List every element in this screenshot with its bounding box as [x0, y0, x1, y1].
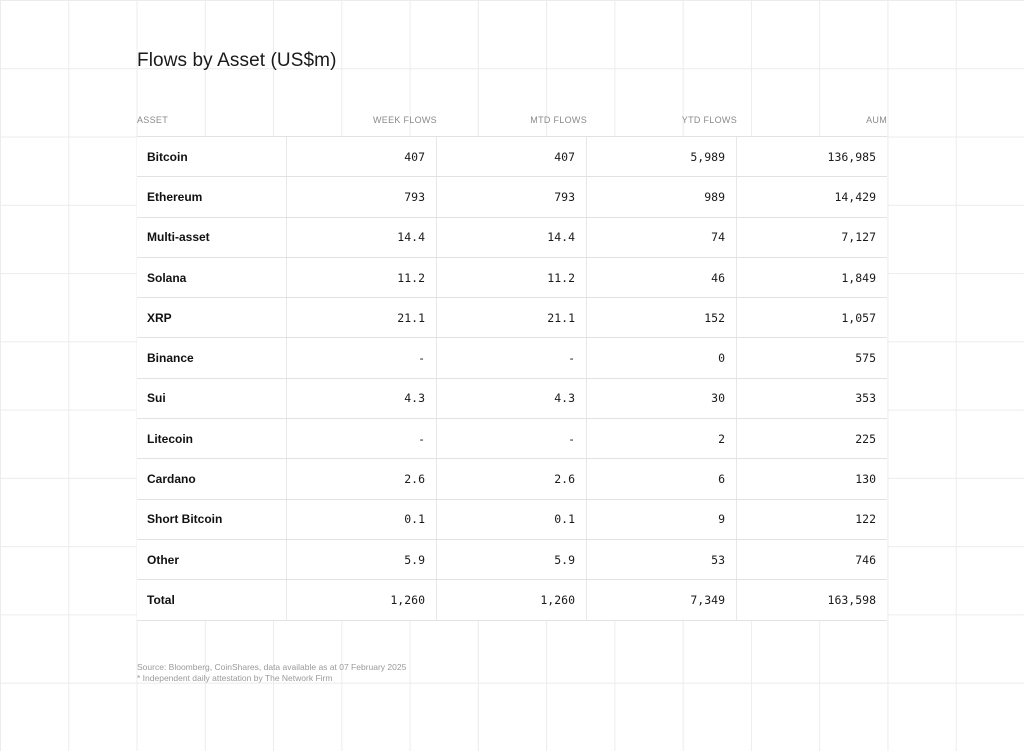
aum-cell: 1,057: [841, 310, 876, 325]
asset-cell: Binance: [137, 338, 287, 377]
aum-cell: 225: [855, 431, 876, 446]
asset-cell: XRP: [137, 298, 287, 337]
mtd-flows-cell: 14.4: [437, 218, 587, 257]
mtd-flows-cell: 4.3: [437, 379, 587, 418]
asset-cell: Short Bitcoin: [137, 500, 287, 539]
asset-cell: Ethereum: [137, 177, 287, 216]
header-week-flows: WEEK FLOWS: [372, 114, 437, 125]
table-row: [137, 177, 887, 217]
table-row: [137, 500, 887, 540]
mtd-flows-cell: 1,260: [437, 580, 587, 619]
asset-cell: Cardano: [137, 459, 287, 498]
week-flows-cell: -: [287, 419, 437, 458]
ytd-flows-cell: 9: [587, 500, 737, 539]
ytd-flows-cell: 6: [587, 459, 737, 498]
table-row: [137, 540, 887, 580]
table-row-total: [137, 580, 887, 620]
asset-cell: Sui: [137, 379, 287, 418]
aum-cell: 136,985: [827, 149, 876, 164]
table-row: [137, 419, 887, 459]
mtd-flows-cell: 0.1: [437, 500, 587, 539]
table-row: [137, 298, 887, 338]
asset-cell: Bitcoin: [137, 137, 287, 176]
mtd-flows-cell: -: [437, 338, 587, 377]
flows-table: [137, 103, 887, 621]
asset-cell: Total: [137, 580, 287, 619]
footnotes: [137, 662, 406, 684]
ytd-flows-cell: 53: [587, 540, 737, 579]
mtd-flows-cell: 2.6: [437, 459, 587, 498]
ytd-flows-cell: 152: [587, 298, 737, 337]
mtd-flows-cell: 11.2: [437, 258, 587, 297]
page-title: Flows by Asset (US$m): [137, 50, 337, 71]
table-row: [137, 379, 887, 419]
table-row: [137, 137, 887, 177]
aum-cell: 353: [855, 391, 876, 406]
table-row: [137, 258, 887, 298]
week-flows-cell: 11.2: [287, 258, 437, 297]
week-flows-cell: -: [287, 338, 437, 377]
aum-cell: 746: [855, 552, 876, 567]
ytd-flows-cell: 30: [587, 379, 737, 418]
ytd-flows-cell: 989: [587, 177, 737, 216]
aum-cell: 163,598: [827, 592, 876, 607]
aum-cell: 130: [855, 472, 876, 487]
header-mtd-flows: MTD FLOWS: [530, 114, 587, 125]
week-flows-cell: 4.3: [287, 379, 437, 418]
asset-cell: Other: [137, 540, 287, 579]
table-body: [137, 136, 887, 621]
week-flows-cell: 407: [287, 137, 437, 176]
week-flows-cell: 793: [287, 177, 437, 216]
header-ytd-flows: YTD FLOWS: [681, 114, 737, 125]
mtd-flows-cell: 793: [437, 177, 587, 216]
table-row: [137, 459, 887, 499]
week-flows-cell: 1,260: [287, 580, 437, 619]
header-asset: ASSET: [137, 114, 169, 125]
aum-cell: 7,127: [841, 230, 876, 245]
table-header: [137, 103, 887, 136]
asset-cell: Litecoin: [137, 419, 287, 458]
source-note: Source: Bloomberg, CoinShares, data available as at 07 February 2025: [137, 662, 407, 672]
week-flows-cell: 0.1: [287, 500, 437, 539]
aum-cell: 122: [855, 512, 876, 527]
week-flows-cell: 14.4: [287, 218, 437, 257]
mtd-flows-cell: 407: [437, 137, 587, 176]
aum-cell: 1,849: [841, 270, 876, 285]
week-flows-cell: 2.6: [287, 459, 437, 498]
table-row: [137, 338, 887, 378]
mtd-flows-cell: -: [437, 419, 587, 458]
mtd-flows-cell: 5.9: [437, 540, 587, 579]
ytd-flows-cell: 46: [587, 258, 737, 297]
ytd-flows-cell: 74: [587, 218, 737, 257]
header-aum: AUM: [866, 114, 887, 125]
ytd-flows-cell: 5,989: [587, 137, 737, 176]
attestation-note: * Independent daily attestation by The Network Firm: [137, 673, 333, 683]
week-flows-cell: 21.1: [287, 298, 437, 337]
mtd-flows-cell: 21.1: [437, 298, 587, 337]
aum-cell: 14,429: [834, 189, 876, 204]
asset-cell: Solana: [137, 258, 287, 297]
asset-cell: Multi-asset: [137, 218, 287, 257]
aum-cell: 575: [855, 351, 876, 366]
table-row: [137, 218, 887, 258]
ytd-flows-cell: 7,349: [587, 580, 737, 619]
ytd-flows-cell: 2: [587, 419, 737, 458]
ytd-flows-cell: 0: [587, 338, 737, 377]
week-flows-cell: 5.9: [287, 540, 437, 579]
